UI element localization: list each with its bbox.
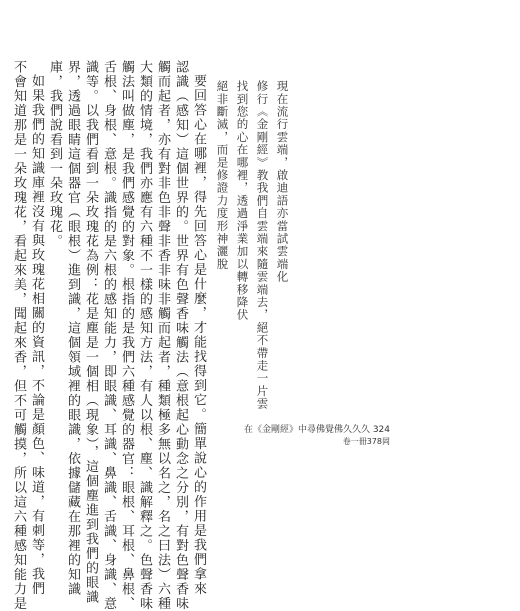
prose-column-6: 舌根、身根、意根。識指的是六根的感知能力，即眼識、耳識、鼻識、舌識、身識、意 [101,60,116,611]
prose-column-5: 觸法叫做塵，是我們感覺的對象。根指的是我們六種感覺的器官：眼根、耳根、鼻根、 [119,60,134,611]
verse-line-2: 修行《金剛經》教我們自雲端來隨雲端去，絕不帶走一片雲 [255,80,270,411]
verse-line-3: 找到您的心在哪裡，透過淨業加以轉移降伏 [235,80,250,322]
footer-book-title: 在《金剛經》中尋佛覺佛久久久 324 [243,425,390,435]
prose-column-10: 如果我們的知識庫裡沒有與玫瑰花相關的資訊，不論是顏色、味道，有刺等，我們 [29,74,44,596]
verse-line-4: 絕非斷滅，而是修證力度形神灑脫 [215,80,230,271]
prose-column-1: 要回答心在哪裡，得先回答心是什麼，才能找得到它。簡單說心的作用是我們拿來 [191,74,206,596]
prose-column-9: 庫，我們說看到一朵玫瑰花。 [47,60,62,249]
prose-column-2: 認識（感知）這個世界的。世界有色聲香味觸法（意根起心動念之分別，有對色聲香味 [173,60,188,611]
footer-volume: 卷一冊378岡 [342,437,390,446]
prose-column-11: 不會知道那是一朵玫瑰花，看起來美，聞起來香，但不可觸摸，所以這六種感知能力是 [11,60,26,611]
prose-column-4: 大類的情境，我們亦應有六種不一樣的感知方法，有人以根、塵、識解釋之。色聲香味 [137,60,152,611]
prose-column-3: 觸而起者，亦有對非色非聲非香非味非觸而起者，種類極多無以名之，名之曰法）六種 [155,60,170,611]
prose-column-8: 界，透過眼睛這個器官（眼根）進到識，這個領域裡的眼識，依據儲藏在那裡的知識 [65,60,80,597]
verse-line-1: 現在流行雲端，啟迪語亦當試雲端化 [275,80,290,284]
prose-column-7: 識等。以我們看到一朵玫瑰花為例：花是塵是一個相（現象），這個塵進到我們的眼識 [83,60,98,605]
